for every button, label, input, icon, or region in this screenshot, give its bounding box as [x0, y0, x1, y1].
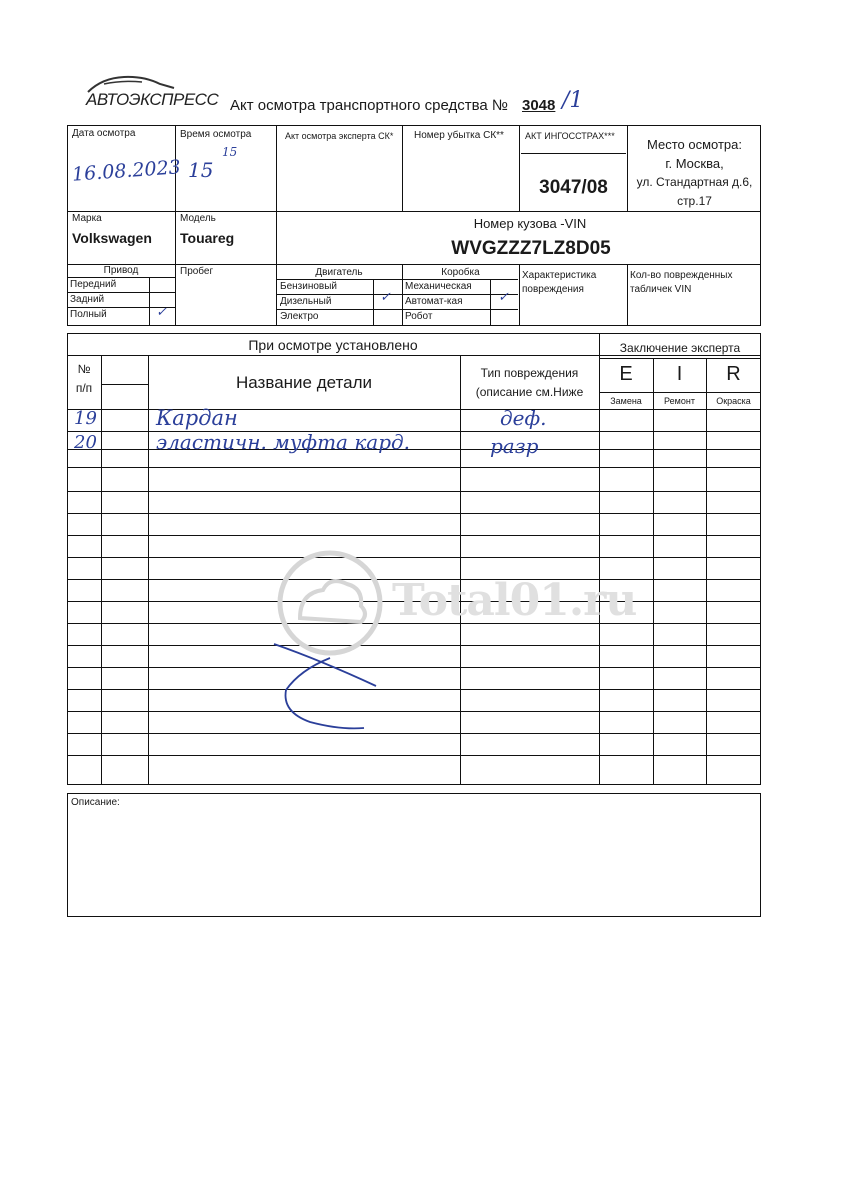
- time-label: Время осмотра: [180, 129, 252, 140]
- conclusion-title: Заключение эксперта: [619, 341, 741, 355]
- document-title: Акт осмотра транспортного средства №: [230, 97, 509, 114]
- gearbox-label: Коробка: [441, 267, 480, 278]
- place-building: стр.17: [677, 194, 712, 208]
- col-e-subheader: Замена: [610, 396, 642, 406]
- row-part-name: Кардан: [156, 406, 238, 430]
- row-part-name: эластичн. муфта кард.: [156, 430, 411, 454]
- time-value: 15: [188, 158, 214, 182]
- row-damage-type: разр: [490, 434, 539, 458]
- make-label: Марка: [72, 213, 102, 224]
- col-num-line2: п/п: [75, 381, 93, 395]
- place-label: Место осмотра:: [647, 137, 742, 152]
- loss-number-label: Номер убытка СК**: [414, 130, 504, 141]
- engine-option-diesel: Дизельный: [280, 296, 332, 307]
- ingos-act-value: 3047/08: [539, 177, 608, 198]
- row-number: 20: [74, 432, 97, 453]
- engine-option-electric: Электро: [280, 311, 319, 322]
- vin-plates-label-line2: табличек VIN: [630, 284, 692, 295]
- gearbox-option-auto: Автомат-кая: [405, 296, 463, 307]
- model-value: Touareg: [180, 230, 235, 246]
- col-type-line2: (описание см.Ниже: [475, 385, 584, 399]
- drive-check-mark: ✓: [156, 305, 167, 320]
- engine-option-petrol: Бензиновый: [280, 281, 337, 292]
- col-part-header: Название детали: [236, 373, 372, 392]
- act-number-mark: /1: [562, 88, 584, 113]
- expert-act-label: Акт осмотра эксперта СК*: [285, 131, 394, 141]
- engine-check-mark: ✓: [380, 290, 391, 305]
- mileage-label: Пробег: [180, 266, 214, 277]
- row-damage-type: деф.: [500, 406, 547, 430]
- section-title: При осмотре установлено: [248, 337, 418, 353]
- drive-option-front: Передний: [70, 279, 117, 290]
- place-city: г. Москва,: [665, 156, 724, 171]
- make-value: Volkswagen: [72, 230, 152, 246]
- watermark-icon: [275, 548, 385, 658]
- engine-label: Двигатель: [315, 267, 363, 278]
- act-number: 3048: [522, 97, 556, 114]
- gearbox-option-robot: Робот: [405, 311, 433, 322]
- description-label: Описание:: [71, 797, 120, 808]
- drive-option-full: Полный: [70, 309, 107, 320]
- company-logo: [82, 72, 219, 114]
- gearbox-check-mark: ✓: [498, 290, 509, 305]
- col-i-subheader: Ремонт: [664, 396, 695, 406]
- drive-option-rear: Задний: [70, 294, 105, 305]
- ingos-act-label: АКТ ИНГОССТРАХ***: [525, 131, 615, 141]
- watermark-text: Total01.ru: [392, 575, 637, 626]
- date-value: 16.08.2023: [71, 156, 182, 186]
- logo-text: АВТОЭКСПРЕСС: [86, 90, 219, 109]
- model-label: Модель: [180, 213, 216, 224]
- col-num-line1: №: [77, 362, 91, 376]
- col-r-subheader: Окраска: [716, 396, 751, 406]
- vin-label: Номер кузова -VIN: [473, 216, 587, 231]
- vin-plates-label-line1: Кол-во поврежденных: [630, 270, 733, 281]
- row-number: 19: [74, 408, 97, 429]
- vin-value: WVGZZZ7LZ8D05: [451, 238, 611, 259]
- col-i-header: I: [676, 363, 683, 385]
- damage-label-line2: повреждения: [522, 284, 584, 295]
- col-r-header: R: [726, 363, 741, 385]
- gearbox-option-manual: Механическая: [405, 281, 472, 292]
- date-label: Дата осмотра: [72, 128, 136, 139]
- time-minutes: 15: [222, 145, 238, 159]
- damage-label-line1: Характеристика: [522, 270, 597, 281]
- col-type-line1: Тип повреждения: [480, 366, 579, 380]
- description-box: [67, 793, 761, 917]
- drive-label: Привод: [103, 265, 139, 276]
- place-street: ул. Стандартная д.6,: [636, 175, 753, 189]
- col-e-header: E: [619, 363, 633, 385]
